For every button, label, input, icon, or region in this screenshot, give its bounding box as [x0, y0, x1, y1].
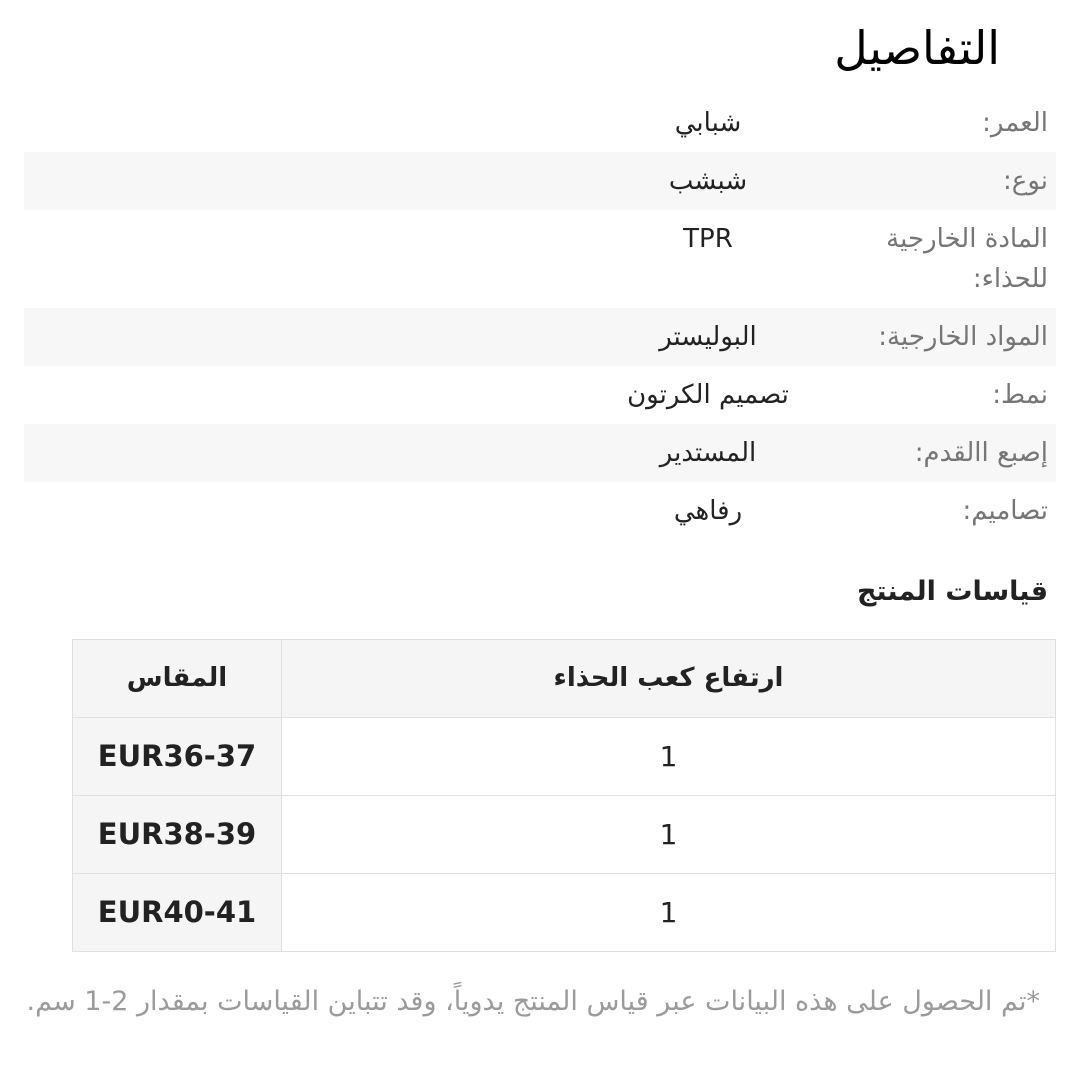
attribute-label: المواد الخارجية: [878, 321, 1048, 352]
attribute-value: تصميم الكرتون [627, 379, 789, 410]
attribute-value: المستدير [659, 437, 757, 468]
attribute-row-age [24, 94, 1056, 152]
attribute-row-outer-fabric [24, 308, 1056, 366]
attribute-value: شبشب [668, 165, 748, 196]
heel-height-cell: 1 [282, 873, 1056, 951]
attribute-row-type [24, 152, 1056, 210]
attribute-value: البوليستر [659, 321, 757, 352]
table-row [73, 717, 1056, 795]
attribute-label: المادة الخارجية للحذاء: [886, 223, 1048, 294]
attribute-row-toe [24, 424, 1056, 482]
attribute-row-pattern [24, 366, 1056, 424]
attribute-row-outer-material [24, 210, 1056, 308]
heel-height-cell: 1 [282, 717, 1056, 795]
attribute-label: العمر: [982, 107, 1048, 138]
attribute-label: نمط: [992, 379, 1048, 410]
size-cell: EUR40-41 [73, 873, 282, 951]
heel-height-cell: 1 [282, 795, 1056, 873]
table-header-row [73, 639, 1056, 717]
measurement-footnote: *تم الحصول على هذه البيانات عبر قياس المنتج يدوياً، وقد تتباين القياسات بمقدار 2-1 سم. [26, 985, 1040, 1017]
table-row [73, 873, 1056, 951]
table-row [73, 795, 1056, 873]
size-cell: EUR36-37 [73, 717, 282, 795]
attribute-value: شبابي [674, 107, 742, 138]
page-title: التفاصيل [834, 21, 1000, 75]
attribute-value: رفاهي [673, 495, 743, 526]
attribute-label: إصبع االقدم: [914, 437, 1048, 468]
heel-height-column-header: ارتفاع كعب الحذاء [282, 639, 1056, 717]
attributes-list [24, 94, 1056, 540]
attribute-label: نوع: [1003, 165, 1048, 196]
size-cell: EUR38-39 [73, 795, 282, 873]
attribute-row-style [24, 482, 1056, 540]
attribute-label: تصاميم: [962, 495, 1048, 526]
attribute-value: TPR [683, 223, 733, 254]
size-column-header: المقاس [73, 639, 282, 717]
measurements-table [72, 639, 1056, 952]
measurements-heading: قياسات المنتج [856, 575, 1048, 607]
